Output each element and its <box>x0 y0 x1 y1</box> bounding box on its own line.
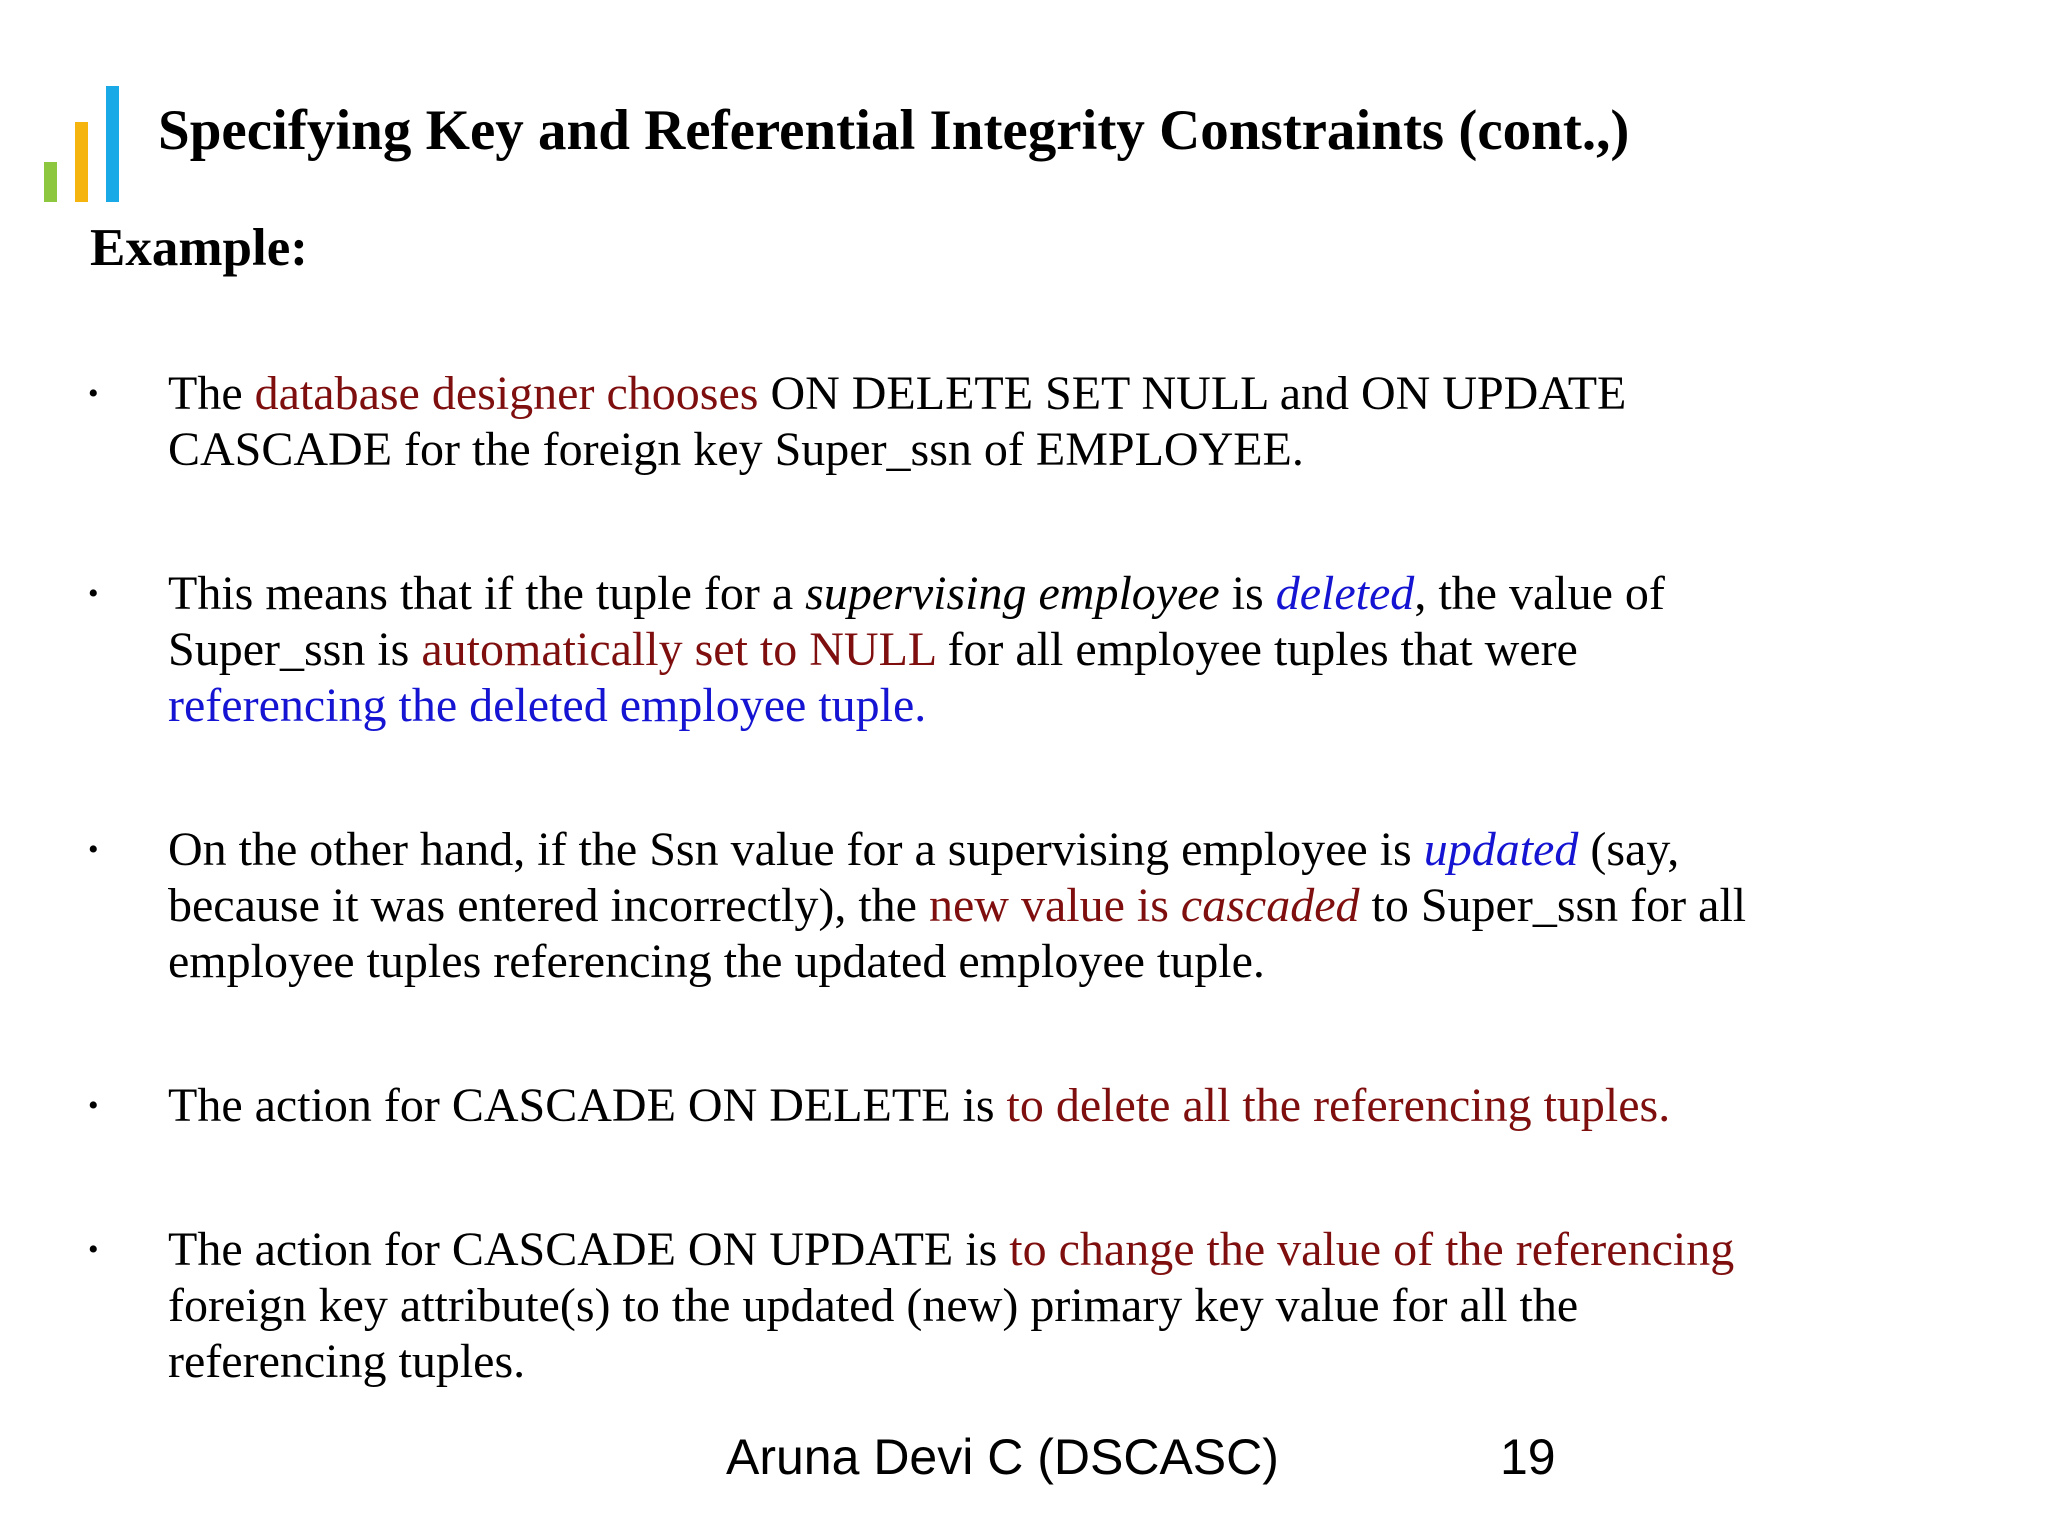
bullet-dot-icon: • <box>88 833 99 866</box>
bullet-line <box>168 1078 2048 1134</box>
bullet-text <box>168 1222 2048 1390</box>
bullet-dot-icon: • <box>88 1233 99 1266</box>
text-segment: The action for CASCADE ON UPDATE is <box>168 1223 1010 1276</box>
text-segment: referencing tuples. <box>168 1335 526 1388</box>
slide-title: Specifying Key and Referential Integrity Constraints (cont.,) <box>158 99 1630 162</box>
text-segment: This means that if the tuple for a <box>168 567 806 620</box>
bullet-line <box>168 566 2048 622</box>
logo-bar-blue <box>106 86 119 202</box>
text-segment: The <box>168 367 255 420</box>
text-segment: referencing the deleted employee tuple. <box>168 679 927 732</box>
bullet-line <box>168 934 2048 990</box>
text-segment: is <box>1219 567 1276 620</box>
text-segment: to Super_ssn for all <box>1359 879 1747 932</box>
text-segment: database designer chooses <box>254 367 759 420</box>
bullet-line <box>168 1334 2048 1390</box>
bullet-dot-icon: • <box>88 377 99 410</box>
text-segment: because it was entered incorrectly), the <box>168 879 929 932</box>
text-segment: Super_ssn is <box>168 623 422 676</box>
bullet-line <box>168 422 2048 478</box>
bullet-line <box>168 822 2048 878</box>
footer-author: Aruna Devi C (DSCASC) <box>726 1429 1279 1485</box>
bullet-text <box>168 1078 2048 1134</box>
bullet-line <box>168 1222 2048 1278</box>
text-segment: updated <box>1423 823 1579 876</box>
text-segment: automatically set to NULL <box>421 623 936 676</box>
text-segment: deleted <box>1275 567 1415 620</box>
text-segment: The action for CASCADE ON DELETE is <box>168 1079 1007 1132</box>
page-number: 19 <box>1500 1429 1556 1485</box>
text-segment: supervising employee <box>805 567 1220 620</box>
text-segment: , the value of <box>1414 567 1665 620</box>
text-segment: to change the value of the referencing <box>1009 1223 1735 1276</box>
text-segment: new value is <box>928 879 1181 932</box>
text-segment: (say, <box>1578 823 1680 876</box>
text-segment: ON DELETE SET NULL and ON UPDATE <box>758 367 1627 420</box>
bullet-line <box>168 678 2048 734</box>
logo-bar-yellow <box>75 122 88 202</box>
text-segment: for all employee tuples that were <box>935 623 1578 676</box>
text-segment: employee tuples referencing the updated employee tuple. <box>168 935 1265 988</box>
text-segment: foreign key attribute(s) to the updated (new) primary key value for all the <box>168 1279 1579 1332</box>
bullet-line <box>168 622 2048 678</box>
text-segment: CASCADE for the foreign key Super_ssn of EMPLOYEE. <box>168 423 1304 476</box>
bullet-line <box>168 878 2048 934</box>
bullet-dot-icon: • <box>88 577 99 610</box>
bullet-line <box>168 366 2048 422</box>
bullet-text <box>168 566 2048 734</box>
bullet-line <box>168 1278 2048 1334</box>
example-heading: Example: <box>90 219 308 277</box>
text-segment: On the other hand, if the Ssn value for a supervising employee is <box>168 823 1424 876</box>
text-segment: to delete all the referencing tuples. <box>1006 1079 1671 1132</box>
bullet-dot-icon: • <box>88 1089 99 1122</box>
bullet-text <box>168 822 2048 990</box>
logo-bars-icon <box>44 84 128 202</box>
bullet-text <box>168 366 2048 478</box>
logo-bar-green <box>44 162 57 202</box>
text-segment: cascaded <box>1180 879 1360 932</box>
